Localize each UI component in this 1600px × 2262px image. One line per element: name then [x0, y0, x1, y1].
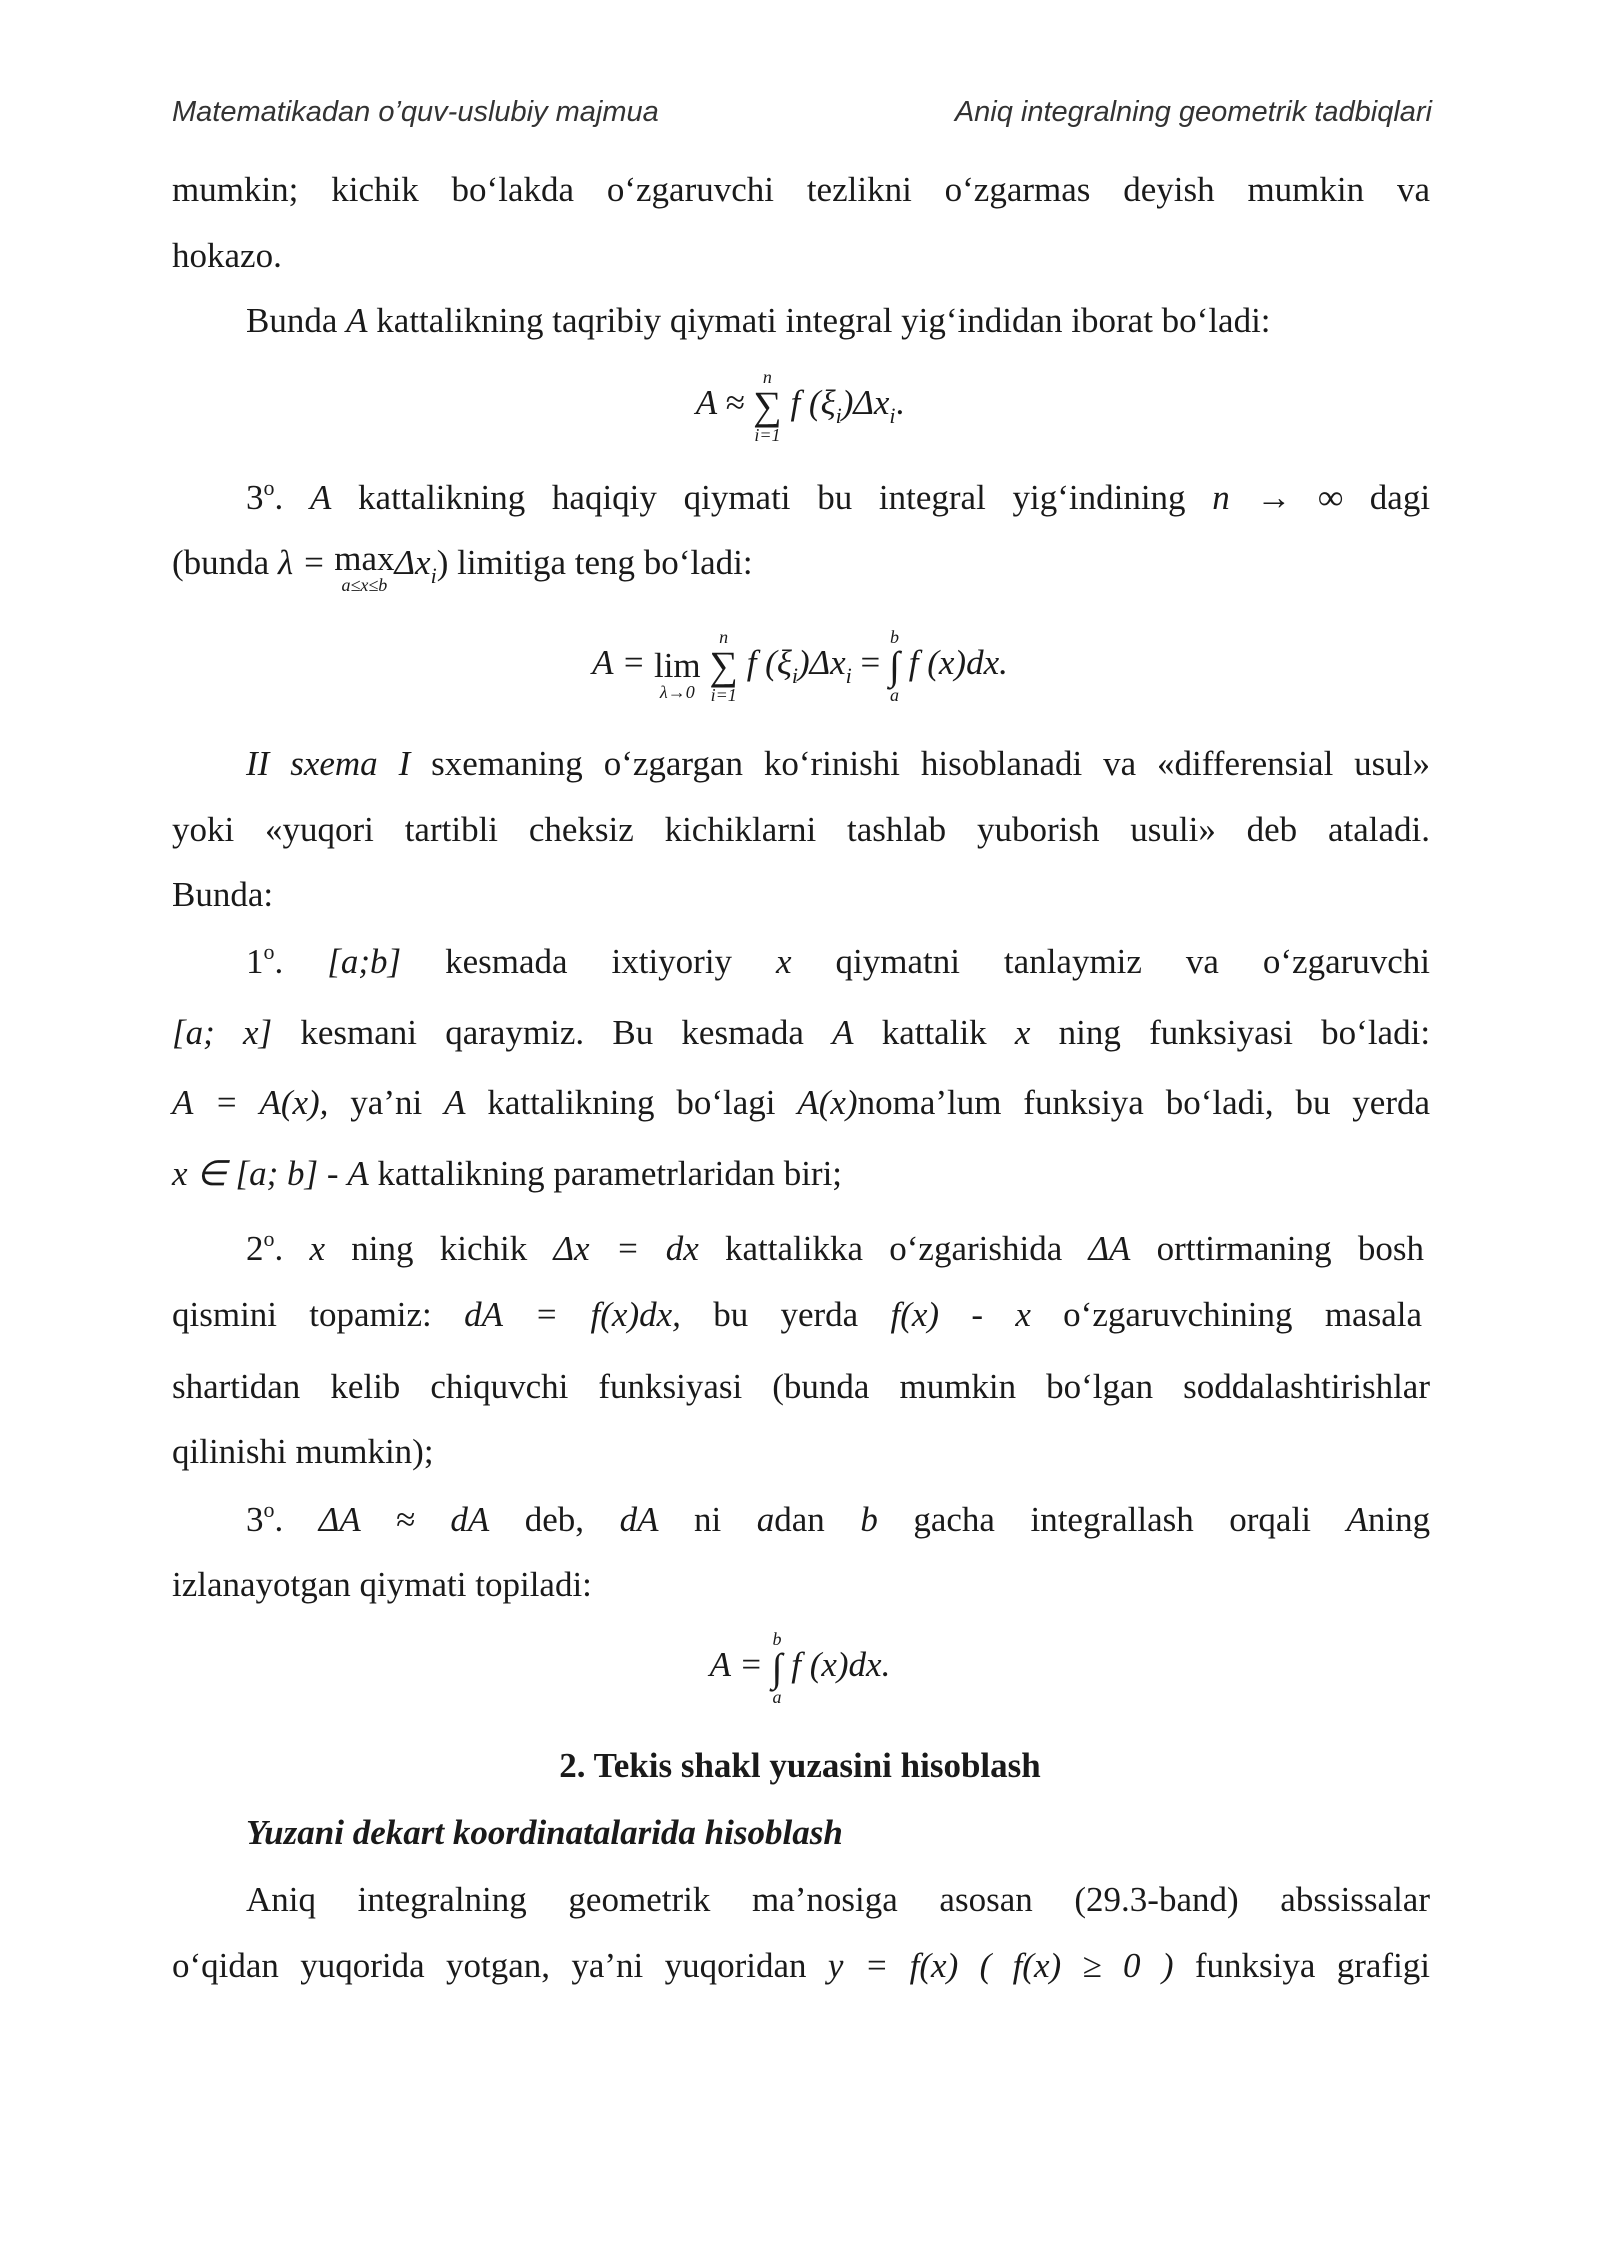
paragraph-line: x ∈ [a; b] - A kattalikning parametrlaridan biri; — [172, 1154, 843, 1193]
header-left: Matematikadan o’quv-uslubiy majmua — [172, 96, 659, 128]
paragraph-line: 3$^o$. ΔA ≈ dA deb, dA ni adan b gacha integrallash orqali Aning — [246, 1497, 1431, 1539]
section-heading: 2. Tekis shakl yuzasini hisoblash — [559, 1746, 1041, 1785]
paragraph-line: yoki «yuqori tartibli cheksiz kichiklarni tashlab yuborish usuli» deb ataladi. — [172, 810, 1430, 849]
paragraph-line: Aniq integralning geometrik ma’nosiga asosan (29.3-band) abssissalar — [246, 1880, 1430, 1919]
paragraph-line: o‘qidan yuqorida yotgan, ya’ni yuqoridan y = f(x) ( f(x) ≥ 0 ) funksiya grafigi — [172, 1946, 1431, 1985]
paragraph-line: qilinishi mumkin); — [172, 1432, 434, 1471]
paragraph-line: II sxema I sxemaning o‘zgargan ko‘rinishi hisoblanadi va «differensial usul» — [246, 744, 1431, 783]
paragraph-line: qismini topamiz: dA = f(x)dx, bu yerda f(x) - x o‘zgaruvchining masala — [172, 1295, 1423, 1334]
paragraph-line: mumkin; kichik bo‘lakda o‘zgaruvchi tezlikni o‘zgarmas deyish mumkin va — [172, 170, 1430, 209]
paragraph-line: hokazo. — [172, 236, 282, 275]
paragraph-line: Bunda A kattalikning taqribiy qiymati integral yig‘indidan iborat bo‘ladi: — [246, 301, 1271, 340]
paragraph-line: 3$^o$. A kattalikning haqiqiy qiymati bu integral yig‘indining n → ∞ dagi — [246, 475, 1431, 517]
paragraph-line: [a; x] kesmani qaraymiz. Bu kesmada A kattalik x ning funksiyasi bo‘ladi: — [172, 1013, 1431, 1052]
paragraph-line: shartidan kelib chiquvchi funksiyasi (bunda mumkin bo‘lgan soddalashtirishlar — [172, 1367, 1430, 1406]
paragraph-line: Bunda: — [172, 875, 274, 914]
subsection-heading: Yuzani dekart koordinatalarida hisoblash — [246, 1813, 843, 1852]
paragraph-line: 2$^o$. x ning kichik Δx = dx kattalikka o‘zgarishida ΔA orttirmaning bosh — [246, 1226, 1424, 1268]
formula-integral: A = b ∫ a f (x)dx. — [709, 1629, 891, 1707]
paragraph-line: 1$^o$. [a;b] kesmada ixtiyoriy x qiymatni tanlaymiz va o‘zgaruvchi — [246, 939, 1431, 981]
paragraph-line: A = A(x), ya’ni A kattalikning bo‘lagi A(x)noma’lum funksiya bo‘ladi, bu yerda — [172, 1083, 1431, 1122]
paragraph-line: izlanayotgan qiymati topiladi: — [172, 1565, 592, 1604]
header-right: Aniq integralning geometrik tadbiqlari — [954, 96, 1432, 128]
formula-limit-integral: A = lim λ→0 n ∑ i=1 f $(\xi_i)\Delta x_i$ = b ∫ a f (x)dx. — [592, 627, 1008, 705]
formula-approx-sum: A ≈ n ∑ i=1 f $(\xi_i)\Delta x_i$. — [695, 367, 905, 445]
paragraph-line: (bunda λ = max a≤x≤b $\Delta x_i$) limitiga teng bo‘ladi: — [172, 539, 753, 595]
